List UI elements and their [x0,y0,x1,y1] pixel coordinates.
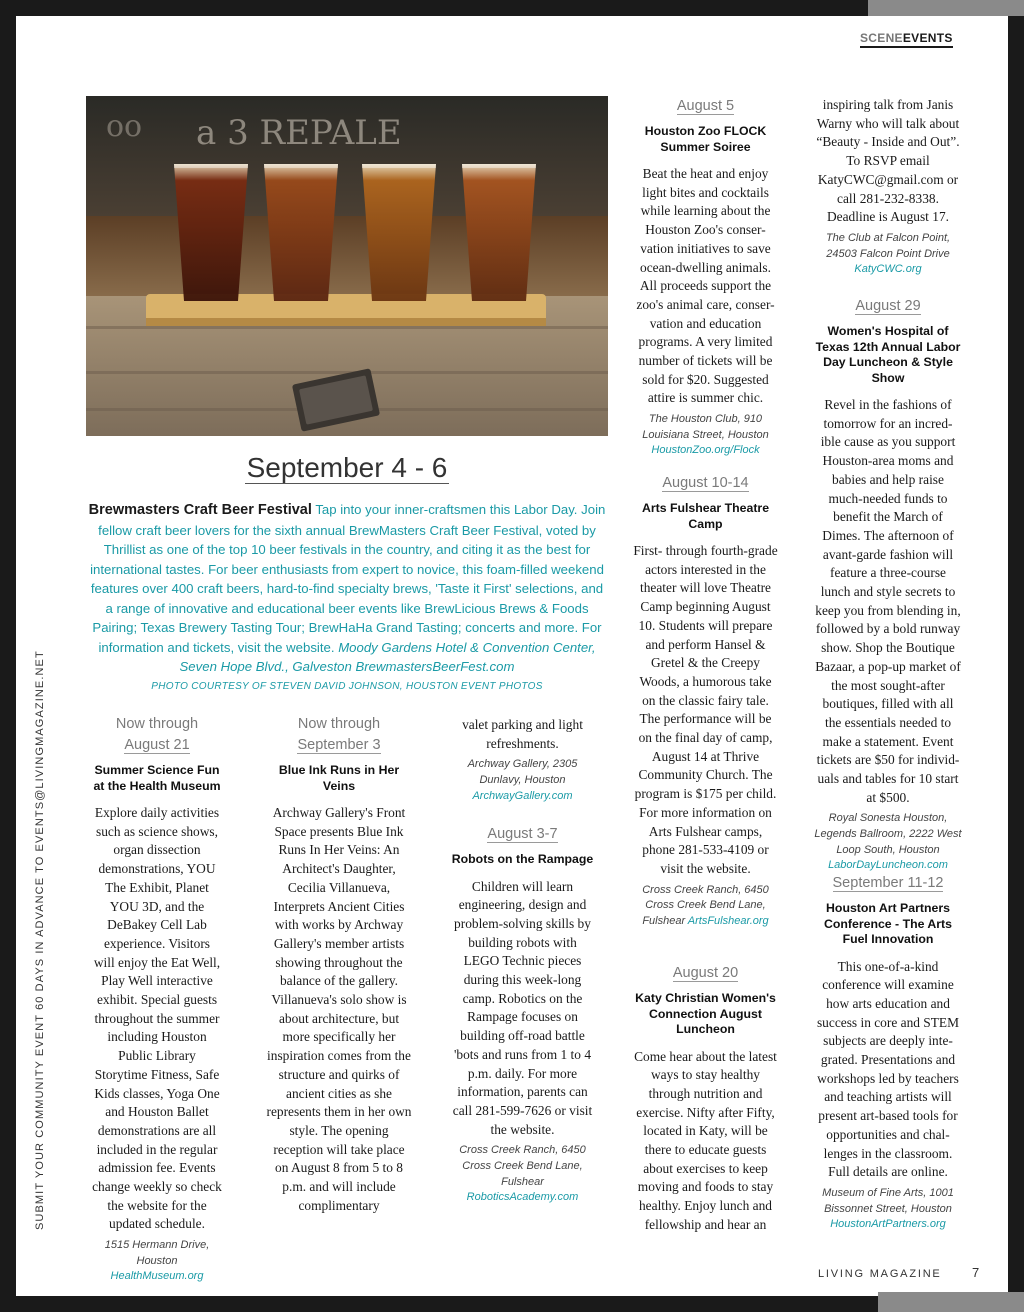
event-link[interactable]: HoustonZoo.org/Flock [651,444,760,457]
bottom-border-accent [878,1292,1024,1312]
event-date-line2: September 3 [297,737,381,753]
svg-text:oo: oo [106,109,143,144]
event-title: Houston Art Partners Conference - The Arts Fuel Innovation [823,901,952,946]
event-location-text: Cross Creek Ranch, 6450 Cross Creek Bend Lane, Fulshear [459,1144,586,1188]
event-body: Revel in the fashions of tomorrow for an incred-ible cause as you support Houston-area moms and babies and help raise much-needed funds to benefit the March of Dimes. The afternoon of avant-garde fashion will feature a three-course lunch and style secrets to keep you from blending in, followed by a bold runway show. Shop the Boutique Bazaar, a pop-up market of the most sought-after boutiques, filled with all the essentials needed to make a statement. Event tickets are $50 for individ-uals and tables for 10 start at $500. [815,397,961,805]
event-title: Blue Ink Runs in Her Veins [278,763,400,793]
event-womens-hospital [814,296,962,874]
event-date-line1: Now through [115,716,199,732]
event-date [92,714,222,756]
beer-flight-illustration [86,96,608,436]
event-location [814,231,962,278]
event-date-text: August 10-14 [662,475,749,491]
event-body-continued: valet parking and light refreshments. [462,717,583,751]
feature-text: Tap into your inner-craftsmen this Labor Day. Join fellow craft beer lovers for the sixth annual BrewMasters Craft Beer Festival, voted by Thrillist as one of the top 10 beer festivals in the country, and citing it as the best for international tastes. For beer enthusiasts from expert to novice, this foam-filled weekend features over 400 craft beers, hard-to-find specialty brews, 'Taste it First' selections, and a range of innovative and educational beer events like BrewLicious Brews & Foods Pairing; Texas Brewery Tasting Tour; BrewHaHa Grand Tasting; concerts and more. For information and tickets, visit the website. [90,502,606,655]
event-date-text: August 5 [676,98,735,114]
photo-credit: PHOTO COURTESY OF STEVEN DAVID JOHNSON, HOUSTON EVENT PHOTOS [151,681,543,692]
event-link[interactable]: ArtsFulshear.org [687,914,769,927]
event-body-continued: inspiring talk from Janis Warny who will talk about “Beauty - Inside and Out”. To RSVP email KatyCWC@gmail.com or call 281-232-8338. Deadline is August 17. [816,97,960,225]
event-link[interactable]: LaborDayLuncheon.com [828,859,948,872]
submission-note: SUBMIT YOUR COMMUNITY EVENT 60 DAYS IN ADVANCE TO EVENTS@LIVINGMAGAZINE.NET [34,650,46,1230]
event-katy-christian-continued [814,96,962,278]
page-number: 7 [972,1265,980,1280]
event-date [814,296,962,317]
beer-flight-photo [86,96,608,436]
event-location [450,757,595,804]
event-body: Come hear about the latest ways to stay healthy through nutrition and exercise. Nifty after Fifty, located in Katy, will be there to educate guests about exercises to keep moving and foods to stay healthy. Enjoy lunch and fellowship and hear an [634,1048,777,1232]
event-arts-fulshear [632,473,779,929]
event-location-text: The Houston Club, 910 Louisiana Street, Houston [642,413,769,441]
event-location-text: The Club at Falcon Point, 24503 Falcon Point Drive [825,231,951,260]
event-date [632,96,779,117]
event-date-text: August 29 [855,298,921,314]
event-location-text: Museum of Fine Arts, 1001 Bissonnet Street, Houston [822,1186,954,1215]
event-location [450,1143,595,1205]
event-date-line2: August 21 [124,737,190,753]
magazine-name: LIVING MAGAZINE [818,1268,942,1280]
event-title: Arts Fulshear Theatre Camp [641,501,770,531]
event-location [814,811,962,873]
top-border-accent [868,0,1024,16]
section-tag [860,31,953,48]
event-katy-christian [632,963,779,1235]
event-location [92,1238,222,1285]
event-link[interactable]: HealthMuseum.org [110,1270,204,1283]
feature-description [86,500,608,677]
event-title: Robots on the Rampage [451,852,594,866]
event-body: Archway Gallery's Front Space presents Blue Ink Runs In Her Veins: An Architect's Daughter, Cecilia Villanueva, Interprets Ancient Cities with works by Archway Gallery's member artists showing throughout the balance of the gallery. Villanueva's solo show is about architecture, but more specifically her inspiration comes from the structure and quirks of ancient cities as she represents them in her own style. The opening reception will take place on August 8 from 5 to 8 p.m. and will include complimentary [266,805,412,1213]
event-robots [450,824,595,1206]
section-tag-events: EVENTS [902,31,953,45]
event-link[interactable]: RoboticsAcademy.com [466,1191,579,1204]
event-date [632,473,779,494]
event-location-text: Cross Creek Ranch, 6450 Cross Creek Bend Lane, Fulshear [642,883,769,927]
event-art-partners [814,873,962,1233]
feature-date [86,452,608,484]
event-location [632,883,779,930]
event-summer-science [92,714,222,1285]
event-title: Katy Christian Women's Connection August Luncheon [635,991,776,1036]
event-link[interactable]: HoustonArtPartners.org [830,1218,946,1231]
event-location [814,1186,962,1233]
bottom-border-bar [0,1296,878,1312]
event-date-text: August 3-7 [487,826,558,842]
event-body: Children will learn engineering, design and problem-solving skills by building robots with LEGO Technic pieces during this week-long camp. Robotics on the Rampage focuses on building off-road battle 'bots and runs from 1 to 4 p.m. daily. For more information, parents can call 281-599-7626 or visit the website. [452,878,593,1137]
event-date [814,873,962,894]
section-tag-scene: SCENE [860,31,903,45]
event-body: Explore daily activities such as science shows, organ dissection demonstrations, YOU The Exhibit, Planet YOU 3D, and the DeBakey Cell Lab experience. Visitors will enjoy the Eat Well, Play Well interactive exhibit. Special guests throughout the summer including Houston Public Library Storytime Fitness, Safe Kids classes, Yoga One and Houston Ballet demonstrations are all included in the regular admission fee. Events change weekly so check the website for the updated schedule. [92,805,222,1232]
feature-title: Brewmasters Craft Beer Festival [88,502,312,518]
event-location [632,412,779,459]
event-body: This one-of-a-kind conference will examine how arts education and success in core and STEM subjects are deeply inte-grated. Presentations and workshops led by teachers and teaching artists will present art-based tools for opportunities and chal-lenges in the classroom. Full details are online. [816,958,960,1180]
top-border-bar [0,0,868,16]
event-blue-ink-continued [450,716,595,804]
event-link[interactable]: KatyCWC.org [854,263,922,276]
event-link[interactable]: ArchwayGallery.com [472,789,573,802]
event-title: Houston Zoo FLOCK Summer Soiree [644,124,767,154]
right-border-bar [1008,16,1024,1312]
event-body: First- through fourth-grade actors interested in the theater will love Theatre Camp beginning August 10. Students will prepare and perform Hansel & Gretel & the Creepy Woods, a humorous take on the classic fairy tale. The performance will be on the final day of camp, August 14 at Thrive Community Church. The program is $175 per child. For more information on Arts Fulshear camps, phone 281-533-4109 or visit the website. [633,543,778,876]
left-border-bar [0,0,16,1312]
event-location-text: Royal Sonesta Houston, Legends Ballroom, 2222 West Loop South, Houston [814,812,962,856]
event-title: Women's Hospital of Texas 12th Annual Labor Day Luncheon & Style Show [815,324,961,385]
event-location-text: 1515 Hermann Drive, Houston [104,1239,210,1267]
event-body: Beat the heat and enjoy light bites and cocktails while learning about the Houston Zoo's conser-vation initiatives to save ocean-dwelling animals. All proceeds support the zoo's animal care, conser-vation and education programs. A very limited number of tickets will be sold for $20. Suggested attire is summer chic. [636,166,775,406]
event-title: Summer Science Fun at the Health Museum [93,763,221,793]
event-blue-ink [266,714,412,1215]
event-date [450,824,595,845]
svg-text:a 3 REPALE: a 3 REPALE [196,113,402,153]
feature-location: Moody Gardens Hotel & Convention Center, Seven Hope Blvd., Galveston BrewmastersBeerFest.com [179,639,596,674]
feature-date-text: September 4 - 6 [246,452,448,483]
event-date [266,714,412,756]
event-zoo-flock [632,96,779,459]
event-date [632,963,779,984]
event-date-text: August 20 [672,965,739,981]
event-date-text: September 11-12 [832,875,944,891]
event-date-line1: Now through [297,716,381,732]
event-location-text: Archway Gallery, 2305 Dunlavy, Houston [467,758,578,786]
